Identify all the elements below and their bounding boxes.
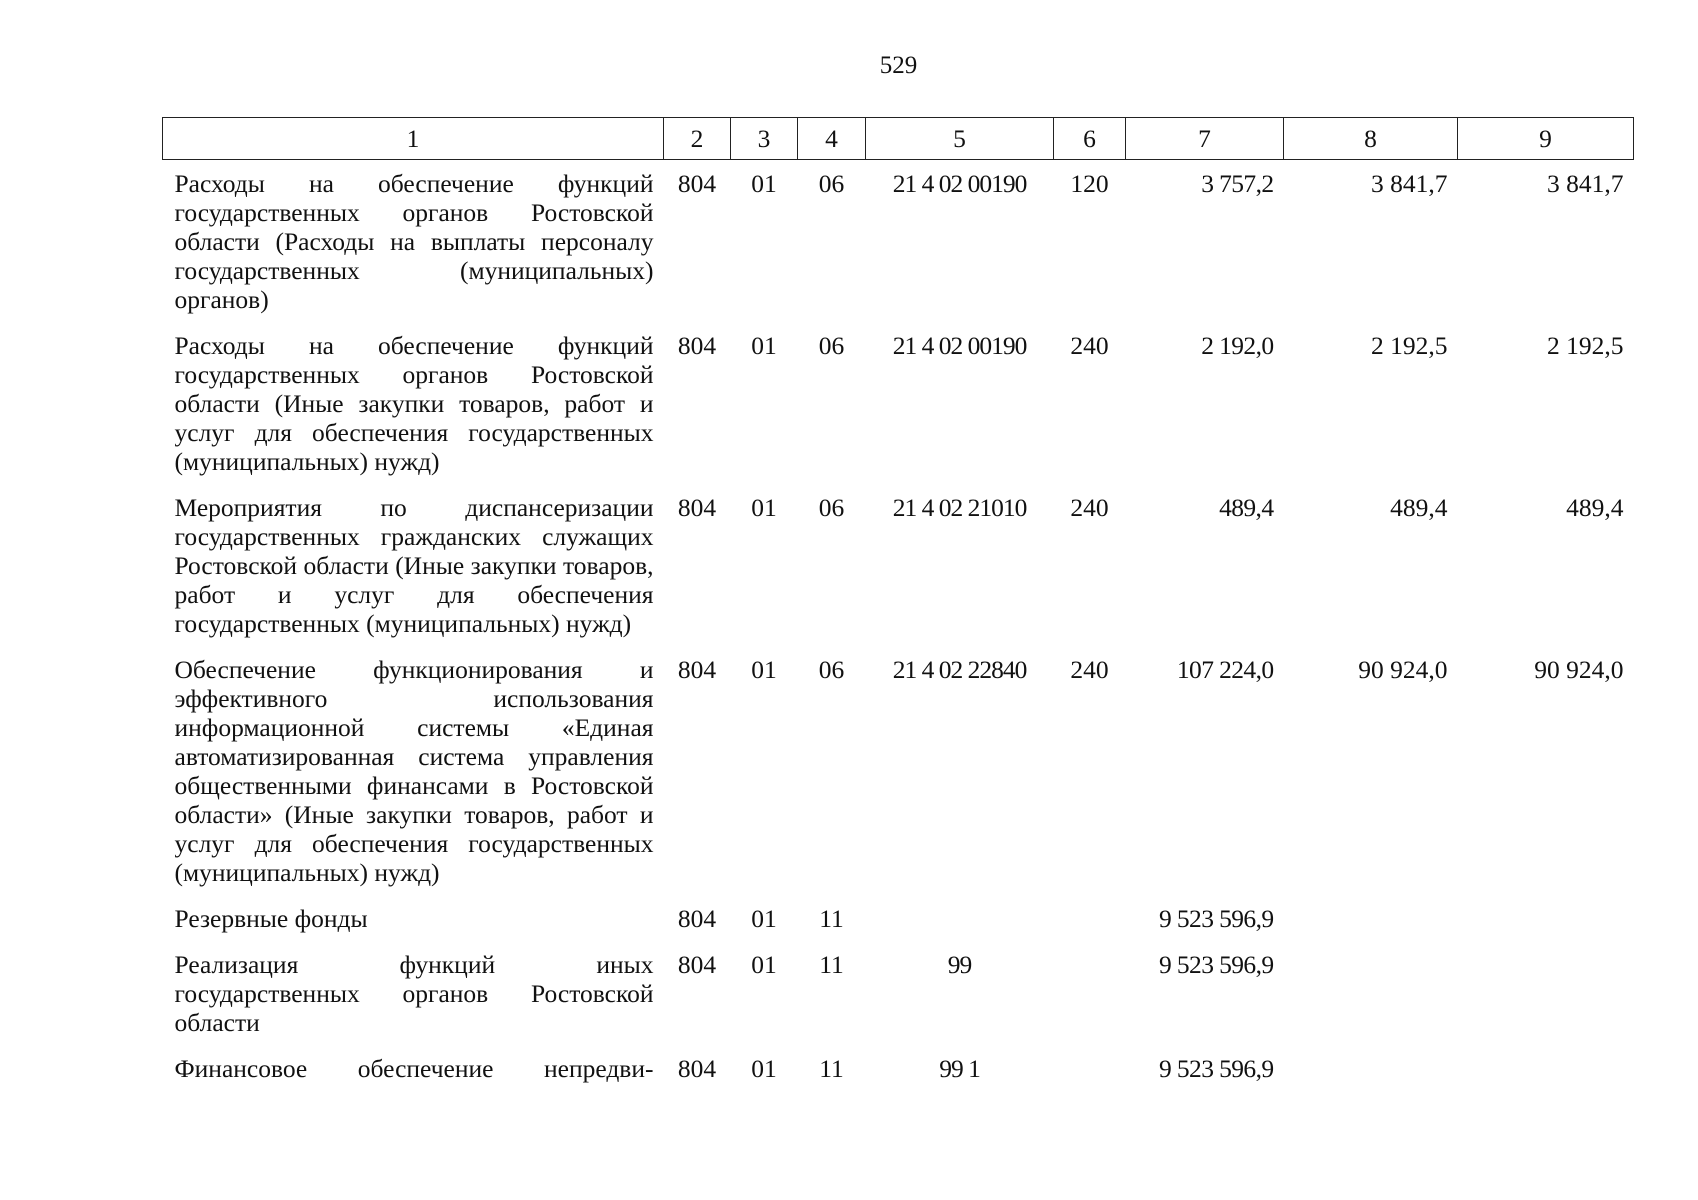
cell-amount-col7: 3 757,2 [1201,169,1274,198]
cell-target-article: 21 4 02 22840 [892,655,1027,684]
cell-amount-col8 [1284,1045,1458,1091]
cell-section-code: 01 [751,1054,777,1083]
row-description: Расходы на обеспечение функций государственных органов Ростовской области (Иные закупки товаров, работ и услуг для обеспечения государственных (муниципальных) нужд) [174,331,654,476]
cell-target-article [866,895,1054,941]
cell-expense-type: 240 [1070,331,1109,360]
cell-subsection-code: 11 [819,950,844,979]
cell-section-code: 01 [751,950,777,979]
cell-amount-col9 [1458,895,1634,941]
cell-ministry-code: 804 [677,169,717,198]
table-row [163,1045,1634,1091]
table-row [163,322,1634,484]
cell-ministry-code: 804 [677,655,717,684]
cell-subsection-code: 06 [818,493,845,522]
cell-section-code: 01 [751,493,777,522]
cell-amount-col8: 3 841,7 [1371,169,1448,198]
cell-amount-col9: 3 841,7 [1547,169,1624,198]
table-row [163,646,1634,895]
cell-expense-type: 120 [1070,169,1109,198]
cell-expense-type: 240 [1070,493,1109,522]
cell-section-code: 01 [751,904,777,933]
cell-section-code: 01 [751,331,777,360]
cell-target-article: 99 1 [939,1054,980,1083]
cell-section-code: 01 [751,655,777,684]
table-header [163,118,1634,160]
cell-target-article: 99 [947,950,972,979]
cell-amount-col8 [1284,941,1458,1045]
column-header: 4 [798,118,866,160]
cell-amount-col9 [1458,941,1634,1045]
cell-target-article: 21 4 02 00190 [892,169,1027,198]
cell-subsection-code: 11 [819,904,844,933]
cell-amount-col9: 2 192,5 [1547,331,1624,360]
column-header: 9 [1458,118,1634,160]
cell-subsection-code: 06 [818,655,845,684]
cell-target-article: 21 4 02 00190 [892,331,1027,360]
cell-subsection-code: 11 [819,1054,844,1083]
table-row [163,895,1634,941]
cell-ministry-code: 804 [677,904,717,933]
column-header: 5 [866,118,1054,160]
column-header: 3 [731,118,798,160]
cell-amount-col7: 9 523 596,9 [1158,904,1274,933]
budget-table [162,117,1634,1091]
row-description: Реализация функций иных государственных органов Ростовской области [174,950,654,1037]
cell-target-article: 21 4 02 21010 [892,493,1027,522]
row-description: Резервные фонды [174,904,368,933]
row-description: Финансовое обеспечение непредви- [174,1054,654,1083]
column-header: 2 [664,118,731,160]
cell-amount-col7: 9 523 596,9 [1158,950,1274,979]
table-row [163,484,1634,646]
row-description: Обеспечение функционирования и эффективного использования информационной системы «Единая автоматизированная система управления общественными финансами в Ростовской области» (Иные закупки товаров, работ и услуг для обеспечения государственных (муниципальных) нужд) [174,655,654,887]
cell-ministry-code: 804 [677,950,717,979]
cell-amount-col8: 90 924,0 [1358,655,1448,684]
cell-amount-col8 [1284,895,1458,941]
cell-ministry-code: 804 [677,493,717,522]
cell-amount-col9: 90 924,0 [1534,655,1624,684]
table-row [163,160,1634,323]
table-row [163,941,1634,1045]
header-row [163,118,1634,160]
column-header: 1 [163,118,664,160]
cell-ministry-code: 804 [677,331,717,360]
cell-amount-col7: 107 224,0 [1176,655,1274,684]
cell-ministry-code: 804 [677,1054,717,1083]
cell-amount-col9 [1458,1045,1634,1091]
page-number: 529 [879,52,918,79]
column-header: 8 [1284,118,1458,160]
cell-amount-col7: 9 523 596,9 [1158,1054,1274,1083]
cell-section-code: 01 [751,169,777,198]
row-description: Расходы на обеспечение функций государственных органов Ростовской области (Расходы на выплаты персоналу государственных (муниципальных) органов) [174,169,654,314]
cell-amount-col7: 489,4 [1219,493,1274,522]
cell-subsection-code: 06 [818,331,845,360]
table-body [163,160,1634,1092]
column-header: 7 [1126,118,1284,160]
cell-amount-col9: 489,4 [1566,493,1624,522]
cell-subsection-code: 06 [818,169,845,198]
column-header: 6 [1054,118,1126,160]
cell-expense-type: 240 [1070,655,1109,684]
cell-amount-col7: 2 192,0 [1201,331,1274,360]
cell-expense-type [1054,895,1126,941]
cell-amount-col8: 489,4 [1390,493,1448,522]
row-description: Мероприятия по диспансеризации государственных гражданских служащих Ростовской области (Иные закупки товаров, работ и услуг для обеспечения государственных (муниципальных) нужд) [174,493,654,638]
cell-expense-type [1054,1045,1126,1091]
cell-amount-col8: 2 192,5 [1371,331,1448,360]
cell-expense-type [1054,941,1126,1045]
